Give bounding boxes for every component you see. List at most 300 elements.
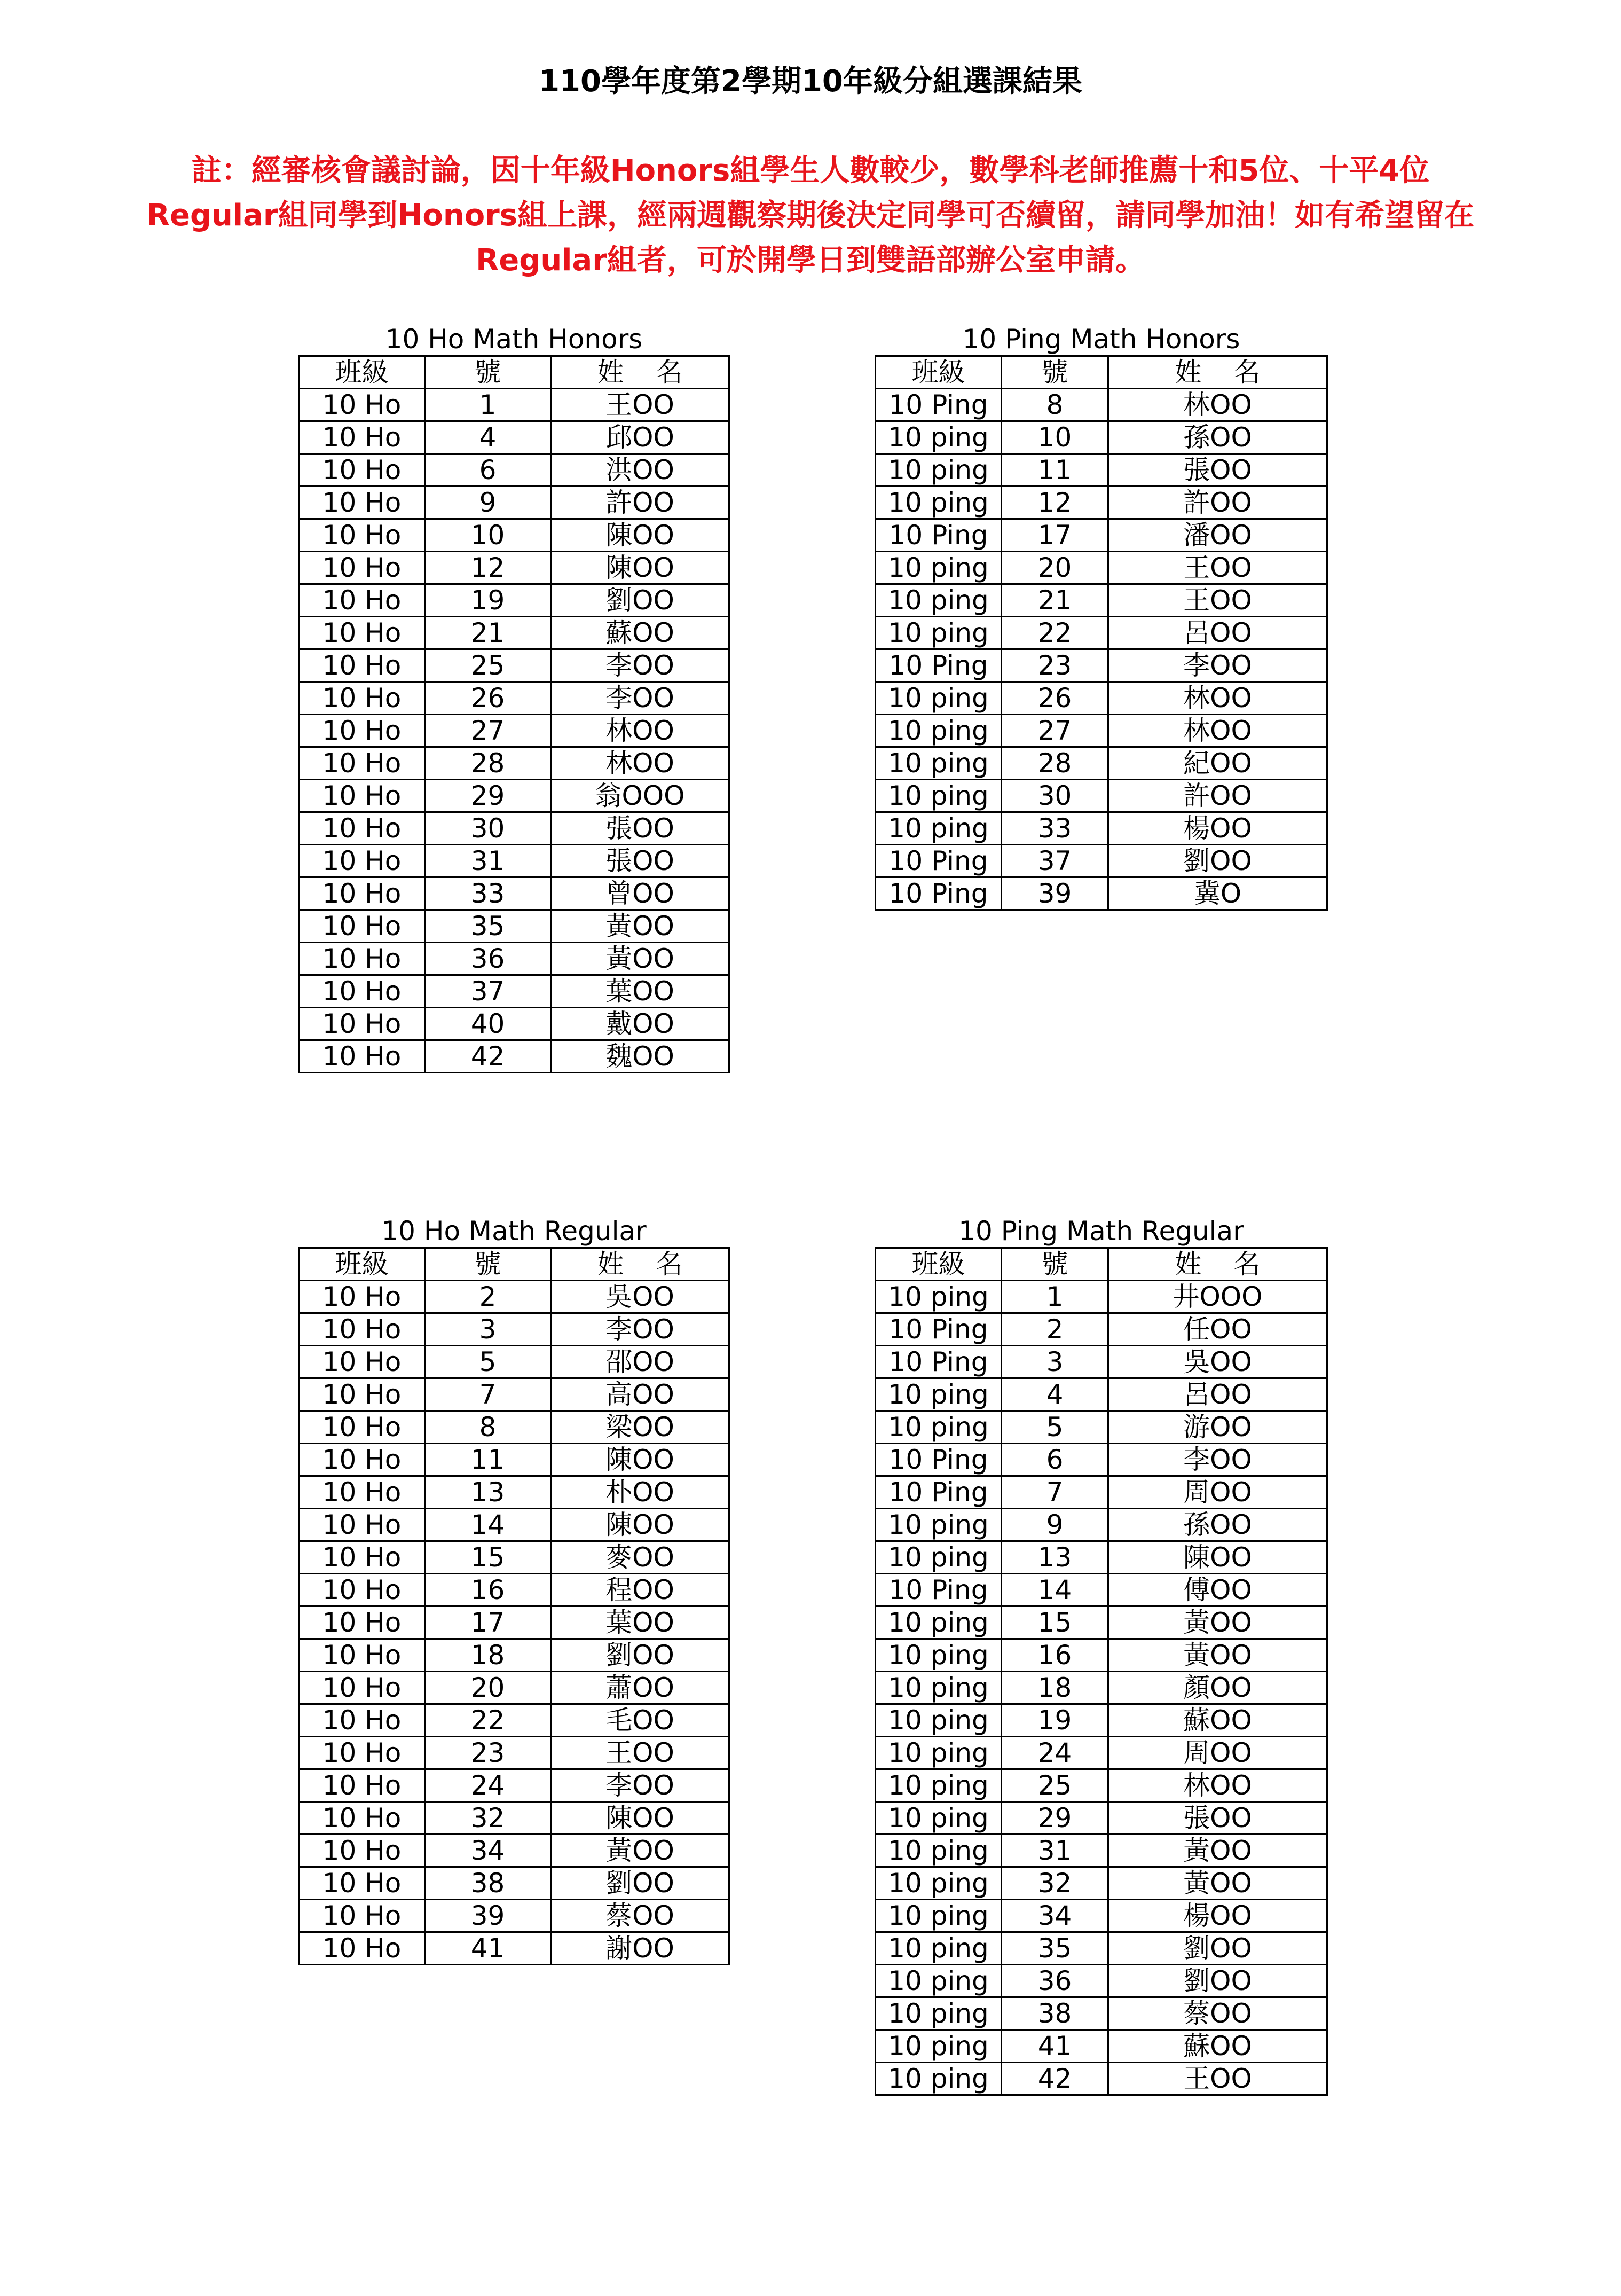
cell-name: 王OO xyxy=(551,389,729,421)
cell-name: 周OO xyxy=(1108,1737,1327,1769)
cell-class: 10 Ho xyxy=(299,1900,425,1932)
cell-number: 10 xyxy=(425,519,551,552)
cell-number: 37 xyxy=(1002,845,1108,877)
table-row xyxy=(299,975,729,1008)
table-row xyxy=(299,649,729,682)
cell-name: 林OO xyxy=(1108,389,1327,421)
table-row xyxy=(876,1574,1327,1607)
cell-class: 10 Ho xyxy=(299,454,425,487)
cell-class: 10 Ho xyxy=(299,1346,425,1378)
cell-name: 陳OO xyxy=(551,1444,729,1476)
cell-number: 39 xyxy=(1002,877,1108,910)
table-row xyxy=(876,421,1327,454)
cell-number: 27 xyxy=(425,715,551,747)
cell-class: 10 Ho xyxy=(299,1378,425,1411)
cell-name: 毛OO xyxy=(551,1704,729,1737)
cell-number: 7 xyxy=(1002,1476,1108,1509)
header-number: 號 xyxy=(425,356,551,389)
header-class: 班級 xyxy=(299,356,425,389)
cell-number: 6 xyxy=(1002,1444,1108,1476)
cell-name: 張OO xyxy=(551,812,729,845)
cell-name: 王OO xyxy=(551,1737,729,1769)
cell-number: 30 xyxy=(425,812,551,845)
cell-name: 王OO xyxy=(1108,2063,1327,2095)
cell-class: 10 Ho xyxy=(299,519,425,552)
cell-name: 黃OO xyxy=(1108,1835,1327,1867)
header-name: 姓名 xyxy=(1108,356,1327,389)
cell-class: 10 ping xyxy=(876,1965,1002,1997)
header-name: 姓名 xyxy=(1108,1248,1327,1281)
cell-name: 潘OO xyxy=(1108,519,1327,552)
cell-class: 10 ping xyxy=(876,584,1002,617)
table-row xyxy=(299,1574,729,1607)
table-row xyxy=(876,584,1327,617)
table-row xyxy=(876,1769,1327,1802)
table-row xyxy=(299,812,729,845)
cell-name: 張OO xyxy=(551,845,729,877)
table-row xyxy=(299,519,729,552)
table-row xyxy=(876,1411,1327,1444)
table-row xyxy=(876,877,1327,910)
table-row xyxy=(876,454,1327,487)
cell-name: 黃OO xyxy=(551,1835,729,1867)
table-row xyxy=(876,1704,1327,1737)
cell-name: 紀OO xyxy=(1108,747,1327,780)
cell-name: 李OO xyxy=(1108,1444,1327,1476)
header-row xyxy=(299,356,729,389)
table-row xyxy=(876,389,1327,421)
cell-class: 10 Ho xyxy=(299,1769,425,1802)
table-row xyxy=(299,1444,729,1476)
table-row xyxy=(876,1607,1327,1639)
header-row xyxy=(876,1248,1327,1281)
cell-number: 42 xyxy=(425,1040,551,1073)
cell-name: 陳OO xyxy=(551,1802,729,1835)
table-row xyxy=(299,1737,729,1769)
table-row xyxy=(876,812,1327,845)
cell-name: 程OO xyxy=(551,1574,729,1607)
cell-number: 20 xyxy=(425,1672,551,1704)
cell-name: 顏OO xyxy=(1108,1672,1327,1704)
cell-class: 10 Ho xyxy=(299,487,425,519)
cell-number: 26 xyxy=(425,682,551,715)
cell-class: 10 ping xyxy=(876,1704,1002,1737)
cell-class: 10 ping xyxy=(876,1509,1002,1541)
cell-name: 游OO xyxy=(1108,1411,1327,1444)
cell-number: 5 xyxy=(1002,1411,1108,1444)
cell-number: 24 xyxy=(425,1769,551,1802)
cell-number: 2 xyxy=(425,1281,551,1313)
cell-number: 32 xyxy=(425,1802,551,1835)
table-row xyxy=(299,1867,729,1900)
table-row xyxy=(876,1900,1327,1932)
cell-class: 10 Ho xyxy=(299,1835,425,1867)
cell-name: 麥OO xyxy=(551,1541,729,1574)
cell-number: 28 xyxy=(1002,747,1108,780)
table-row xyxy=(876,1281,1327,1313)
cell-class: 10 ping xyxy=(876,1411,1002,1444)
table-body xyxy=(299,389,729,1073)
cell-name: 王OO xyxy=(1108,552,1327,584)
table-row xyxy=(299,552,729,584)
cell-name: 許OO xyxy=(1108,487,1327,519)
cell-number: 10 xyxy=(1002,421,1108,454)
cell-number: 22 xyxy=(1002,617,1108,649)
ping-regular-block xyxy=(875,1215,1328,2096)
ping-regular-table xyxy=(875,1247,1328,2096)
table-row xyxy=(876,1541,1327,1574)
cell-number: 15 xyxy=(1002,1607,1108,1639)
cell-class: 10 Ho xyxy=(299,812,425,845)
cell-name: 黃OO xyxy=(1108,1607,1327,1639)
cell-name: 魏OO xyxy=(551,1040,729,1073)
cell-class: 10 Ping xyxy=(876,1313,1002,1346)
table-row xyxy=(876,1737,1327,1769)
table-row xyxy=(299,421,729,454)
table-body xyxy=(299,1281,729,1965)
cell-name: 陳OO xyxy=(1108,1541,1327,1574)
table-row xyxy=(299,1639,729,1672)
cell-name: 葉OO xyxy=(551,1607,729,1639)
table-row xyxy=(876,1346,1327,1378)
table-row xyxy=(299,1313,729,1346)
cell-name: 劉OO xyxy=(551,1867,729,1900)
cell-class: 10 Ho xyxy=(299,682,425,715)
cell-name: 黃OO xyxy=(551,910,729,943)
cell-name: 李OO xyxy=(551,682,729,715)
cell-class: 10 Ho xyxy=(299,1281,425,1313)
header-row xyxy=(299,1248,729,1281)
cell-name: 蔡OO xyxy=(1108,1997,1327,2030)
cell-class: 10 ping xyxy=(876,2063,1002,2095)
table-row xyxy=(299,715,729,747)
table-row xyxy=(299,1541,729,1574)
page-title: 110學年度第2學期10年級分組選課結果 xyxy=(539,64,1082,99)
cell-class: 10 Ho xyxy=(299,649,425,682)
header-class: 班級 xyxy=(876,356,1002,389)
cell-number: 33 xyxy=(1002,812,1108,845)
table-row xyxy=(299,1509,729,1541)
cell-name: 張OO xyxy=(1108,454,1327,487)
cell-number: 12 xyxy=(425,552,551,584)
cell-name: 吳OO xyxy=(551,1281,729,1313)
cell-class: 10 Ping xyxy=(876,389,1002,421)
table-row xyxy=(299,1672,729,1704)
table-row xyxy=(299,454,729,487)
table-row xyxy=(299,1704,729,1737)
cell-class: 10 ping xyxy=(876,682,1002,715)
cell-number: 42 xyxy=(1002,2063,1108,2095)
table-row xyxy=(299,1802,729,1835)
cell-name: 蕭OO xyxy=(551,1672,729,1704)
cell-class: 10 Ho xyxy=(299,1867,425,1900)
header-number: 號 xyxy=(425,1248,551,1281)
cell-class: 10 ping xyxy=(876,1835,1002,1867)
cell-class: 10 ping xyxy=(876,454,1002,487)
cell-number: 3 xyxy=(425,1313,551,1346)
table-row xyxy=(876,715,1327,747)
cell-name: 孫OO xyxy=(1108,1509,1327,1541)
cell-number: 34 xyxy=(425,1835,551,1867)
cell-class: 10 Ho xyxy=(299,1932,425,1965)
ho-honors-table xyxy=(298,355,730,1073)
cell-class: 10 Ping xyxy=(876,1574,1002,1607)
cell-name: 冀O xyxy=(1108,877,1327,910)
table-row xyxy=(299,780,729,812)
cell-name: 楊OO xyxy=(1108,1900,1327,1932)
cell-name: 朴OO xyxy=(551,1476,729,1509)
cell-class: 10 ping xyxy=(876,812,1002,845)
cell-class: 10 Ho xyxy=(299,1704,425,1737)
cell-name: 曾OO xyxy=(551,877,729,910)
cell-class: 10 ping xyxy=(876,1932,1002,1965)
cell-number: 8 xyxy=(1002,389,1108,421)
cell-number: 41 xyxy=(1002,2030,1108,2063)
cell-name: 林OO xyxy=(1108,682,1327,715)
cell-class: 10 ping xyxy=(876,1737,1002,1769)
cell-class: 10 Ho xyxy=(299,1541,425,1574)
cell-name: 黃OO xyxy=(1108,1639,1327,1672)
table-row xyxy=(876,1444,1327,1476)
cell-number: 26 xyxy=(1002,682,1108,715)
cell-name: 呂OO xyxy=(1108,617,1327,649)
cell-number: 1 xyxy=(425,389,551,421)
cell-number: 6 xyxy=(425,454,551,487)
table-row xyxy=(876,1639,1327,1672)
cell-number: 14 xyxy=(1002,1574,1108,1607)
table-row xyxy=(876,649,1327,682)
cell-name: 井OOO xyxy=(1108,1281,1327,1313)
cell-class: 10 Ho xyxy=(299,552,425,584)
cell-class: 10 Ping xyxy=(876,1444,1002,1476)
cell-number: 35 xyxy=(1002,1932,1108,1965)
cell-number: 33 xyxy=(425,877,551,910)
cell-class: 10 Ho xyxy=(299,780,425,812)
table-row xyxy=(876,617,1327,649)
table-caption: 10 Ho Math Regular xyxy=(381,1216,647,1247)
cell-name: 周OO xyxy=(1108,1476,1327,1509)
ping-honors-block xyxy=(875,323,1328,911)
header-name: 姓名 xyxy=(551,1248,729,1281)
cell-number: 5 xyxy=(425,1346,551,1378)
cell-number: 9 xyxy=(1002,1509,1108,1541)
cell-number: 28 xyxy=(425,747,551,780)
cell-name: 林OO xyxy=(1108,715,1327,747)
cell-name: 陳OO xyxy=(551,1509,729,1541)
cell-class: 10 Ho xyxy=(299,421,425,454)
cell-class: 10 Ho xyxy=(299,845,425,877)
cell-class: 10 Ping xyxy=(876,649,1002,682)
cell-name: 楊OO xyxy=(1108,812,1327,845)
cell-name: 孫OO xyxy=(1108,421,1327,454)
cell-number: 40 xyxy=(425,1008,551,1040)
cell-name: 謝OO xyxy=(551,1932,729,1965)
table-row xyxy=(876,1802,1327,1835)
cell-number: 18 xyxy=(1002,1672,1108,1704)
cell-number: 3 xyxy=(1002,1346,1108,1378)
cell-class: 10 ping xyxy=(876,1639,1002,1672)
table-row xyxy=(876,1965,1327,1997)
cell-name: 許OO xyxy=(1108,780,1327,812)
cell-class: 10 Ping xyxy=(876,519,1002,552)
cell-class: 10 Ho xyxy=(299,617,425,649)
cell-number: 12 xyxy=(1002,487,1108,519)
table-body xyxy=(876,1281,1327,2095)
cell-class: 10 ping xyxy=(876,1672,1002,1704)
cell-class: 10 ping xyxy=(876,1997,1002,2030)
cell-class: 10 Ho xyxy=(299,910,425,943)
cell-class: 10 Ping xyxy=(876,1476,1002,1509)
cell-number: 23 xyxy=(425,1737,551,1769)
cell-class: 10 Ho xyxy=(299,1802,425,1835)
cell-class: 10 ping xyxy=(876,715,1002,747)
cell-number: 38 xyxy=(425,1867,551,1900)
note-line: 註：經審核會議討論，因十年級Honors組學生人數較少，數學科老師推薦十和5位、十平4位 xyxy=(191,153,1430,188)
cell-name: 高OO xyxy=(551,1378,729,1411)
table-row xyxy=(299,1476,729,1509)
cell-number: 31 xyxy=(425,845,551,877)
cell-class: 10 Ho xyxy=(299,389,425,421)
cell-class: 10 ping xyxy=(876,1802,1002,1835)
table-row xyxy=(299,1378,729,1411)
cell-name: 邵OO xyxy=(551,1346,729,1378)
table-row xyxy=(299,1607,729,1639)
header-number: 號 xyxy=(1002,356,1108,389)
cell-name: 林OO xyxy=(551,715,729,747)
cell-number: 15 xyxy=(425,1541,551,1574)
table-row xyxy=(876,1672,1327,1704)
cell-number: 30 xyxy=(1002,780,1108,812)
cell-name: 梁OO xyxy=(551,1411,729,1444)
table-row xyxy=(299,487,729,519)
table-row xyxy=(299,1411,729,1444)
table-row xyxy=(876,1867,1327,1900)
cell-name: 翁OOO xyxy=(551,780,729,812)
ho-regular-table xyxy=(298,1247,730,1965)
table-row xyxy=(299,1835,729,1867)
header-name: 姓名 xyxy=(551,356,729,389)
cell-number: 21 xyxy=(425,617,551,649)
cell-name: 劉OO xyxy=(1108,1932,1327,1965)
table-row xyxy=(299,943,729,975)
ho-honors-block xyxy=(298,323,730,1073)
cell-number: 19 xyxy=(1002,1704,1108,1737)
table-row xyxy=(299,910,729,943)
cell-name: 蘇OO xyxy=(551,617,729,649)
table-row xyxy=(299,1040,729,1073)
cell-class: 10 Ho xyxy=(299,1574,425,1607)
cell-class: 10 ping xyxy=(876,421,1002,454)
cell-class: 10 Ho xyxy=(299,975,425,1008)
note-line: Regular組者，可於開學日到雙語部辦公室申請。 xyxy=(476,243,1145,278)
table-row xyxy=(299,747,729,780)
cell-class: 10 Ho xyxy=(299,1313,425,1346)
table-row xyxy=(299,845,729,877)
table-row xyxy=(876,519,1327,552)
cell-number: 35 xyxy=(425,910,551,943)
cell-name: 陳OO xyxy=(551,552,729,584)
table-row xyxy=(299,584,729,617)
cell-name: 李OO xyxy=(1108,649,1327,682)
cell-number: 41 xyxy=(425,1932,551,1965)
table-row xyxy=(876,1932,1327,1965)
cell-class: 10 ping xyxy=(876,1867,1002,1900)
table-row xyxy=(876,682,1327,715)
cell-class: 10 Ho xyxy=(299,1040,425,1073)
cell-name: 蘇OO xyxy=(1108,2030,1327,2063)
cell-class: 10 ping xyxy=(876,1900,1002,1932)
cell-class: 10 ping xyxy=(876,1378,1002,1411)
cell-name: 劉OO xyxy=(1108,845,1327,877)
cell-name: 呂OO xyxy=(1108,1378,1327,1411)
table-row xyxy=(299,1769,729,1802)
table-row xyxy=(876,2030,1327,2063)
cell-number: 13 xyxy=(1002,1541,1108,1574)
cell-number: 11 xyxy=(1002,454,1108,487)
cell-number: 21 xyxy=(1002,584,1108,617)
cell-name: 劉OO xyxy=(551,1639,729,1672)
table-row xyxy=(876,780,1327,812)
ping-honors-table xyxy=(875,355,1328,911)
cell-number: 17 xyxy=(425,1607,551,1639)
cell-name: 傅OO xyxy=(1108,1574,1327,1607)
cell-class: 10 Ho xyxy=(299,943,425,975)
cell-class: 10 Ho xyxy=(299,1444,425,1476)
table-row xyxy=(876,1509,1327,1541)
cell-name: 劉OO xyxy=(551,584,729,617)
cell-name: 李OO xyxy=(551,1313,729,1346)
cell-number: 38 xyxy=(1002,1997,1108,2030)
table-row xyxy=(876,1313,1327,1346)
cell-number: 8 xyxy=(425,1411,551,1444)
cell-name: 許OO xyxy=(551,487,729,519)
cell-class: 10 ping xyxy=(876,2030,1002,2063)
cell-class: 10 ping xyxy=(876,780,1002,812)
cell-number: 14 xyxy=(425,1509,551,1541)
cell-name: 吳OO xyxy=(1108,1346,1327,1378)
cell-number: 9 xyxy=(425,487,551,519)
cell-number: 19 xyxy=(425,584,551,617)
cell-class: 10 Ping xyxy=(876,845,1002,877)
cell-number: 37 xyxy=(425,975,551,1008)
table-row xyxy=(876,487,1327,519)
table-row xyxy=(299,682,729,715)
cell-number: 20 xyxy=(1002,552,1108,584)
cell-name: 李OO xyxy=(551,1769,729,1802)
table-row xyxy=(876,1835,1327,1867)
header-row xyxy=(876,356,1327,389)
cell-number: 1 xyxy=(1002,1281,1108,1313)
table-caption: 10 Ho Math Honors xyxy=(385,324,643,355)
table-row xyxy=(299,1932,729,1965)
cell-class: 10 Ho xyxy=(299,877,425,910)
cell-number: 2 xyxy=(1002,1313,1108,1346)
cell-number: 25 xyxy=(425,649,551,682)
note-line: Regular組同學到Honors組上課，經兩週觀察期後決定同學可否續留，請同學加油！如有希望留在 xyxy=(146,198,1475,233)
cell-class: 10 Ho xyxy=(299,1737,425,1769)
table-row xyxy=(299,1008,729,1040)
cell-number: 29 xyxy=(1002,1802,1108,1835)
cell-class: 10 ping xyxy=(876,552,1002,584)
table-caption: 10 Ping Math Honors xyxy=(962,324,1240,355)
cell-number: 22 xyxy=(425,1704,551,1737)
table-caption: 10 Ping Math Regular xyxy=(958,1216,1244,1247)
cell-name: 陳OO xyxy=(551,519,729,552)
cell-name: 戴OO xyxy=(551,1008,729,1040)
cell-class: 10 Ho xyxy=(299,1476,425,1509)
cell-class: 10 Ho xyxy=(299,584,425,617)
table-row xyxy=(299,1346,729,1378)
